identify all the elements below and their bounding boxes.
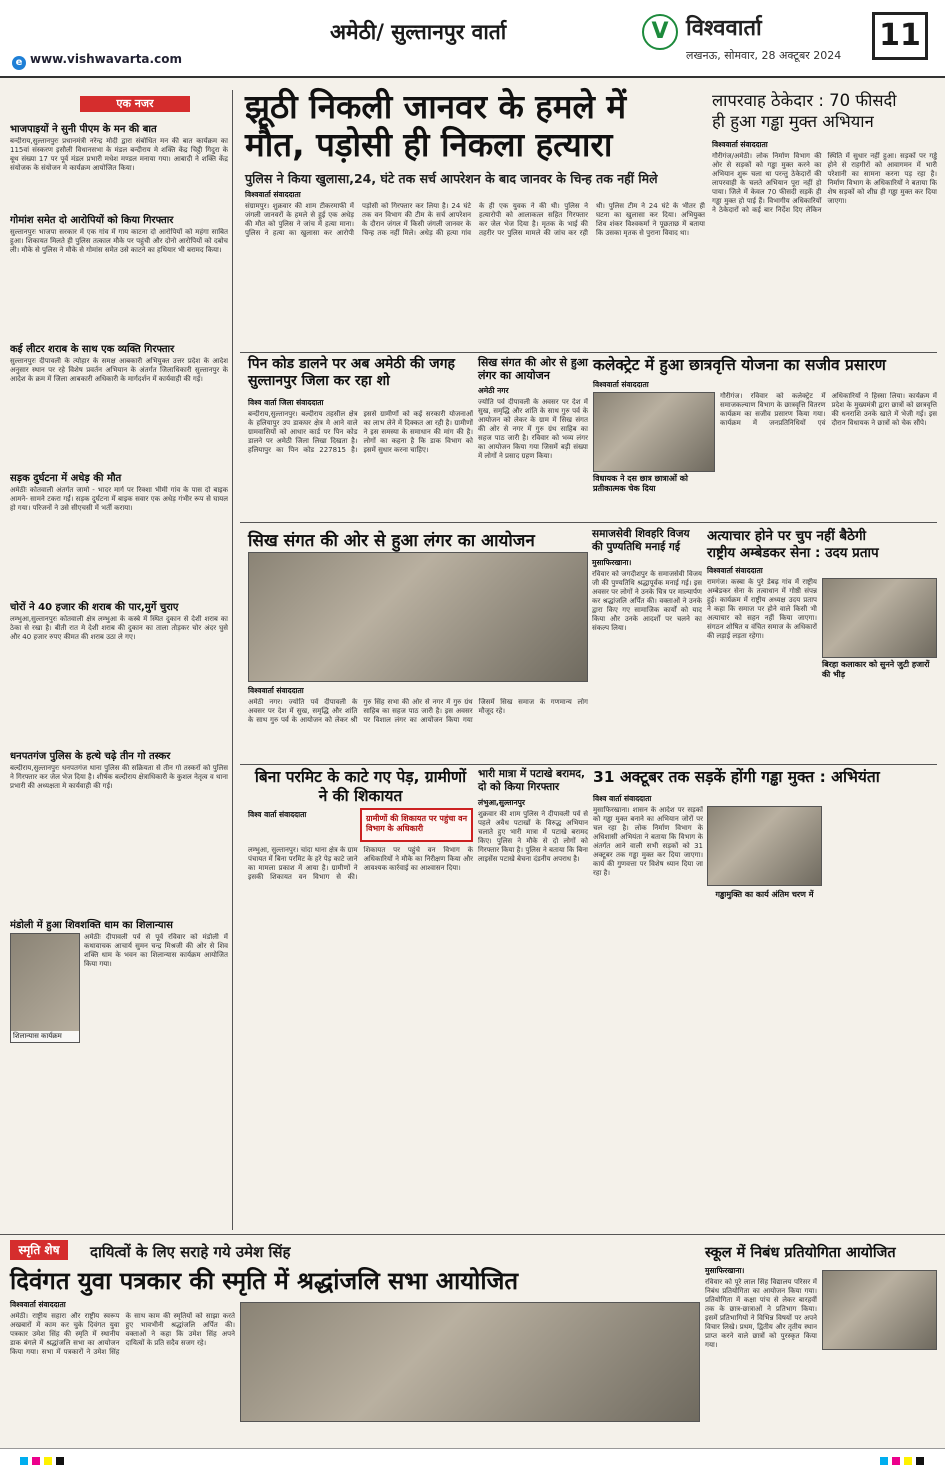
ek-nazar-column: [10, 118, 228, 1238]
browser-icon: e: [12, 56, 26, 70]
shraddhanjali-photo: [240, 1302, 700, 1422]
samajsevi-headline: समाजसेवी शिवहरि विजय की पुण्यतिथि मनाई गई: [592, 528, 690, 553]
lead-headline: झूठी निकली जानवर के हमले में मौत, पड़ोसी ही निकला हत्यारा: [245, 87, 627, 164]
sikh-small-body: ज्योति पर्व दीपावली के अवसर पर देश में सुख, समृद्धि और शांति के साथ गुरु पर्व के आयोजन को लेकर के ग्राम में सिख संगत की ओर से नगर में गुरु ग्रंथ साहिब का सहज पाठ जारी है। रविवार को भव्य लंगर का आयोजन किया गया जिसमें बड़ी संख्या में लोगों ने प्रसाद ग्रहण किया।: [478, 398, 588, 460]
atyachar-headline: अत्याचार होने पर चुप नहीं बैठेगी राष्ट्रीय अम्बेडकर सेना : उदय प्रताप: [707, 528, 879, 561]
samajsevi-body: रविवार को जगदीशपुर के समाजसेवी विजय जी की पुण्यतिथि श्रद्धापूर्वक मनाई गई। इस अवसर पर लोगों ने उनके चित्र पर माल्यार्पण कर श्रद्धांजलि अर्पित की। वक्ताओं ने उनके द्वारा किए गए सामाजिक कार्यों को याद किया और उनके आदर्शों पर चलने का संकल्प लिया।: [592, 570, 702, 632]
brief-item: कई लीटर शराब के साथ एक व्यक्ति गिरफ्तार सुल्तानपुरः दीपावली के त्योहार के समक्ष आबकारी अभियुक्त उत्तर प्रदेश के आदेश अनुसार स्थान पर रहे विशेष प्रवर्तन अभियान के अंतर्गत जिलाधिकारी सुल्तानपुर के आदेश के क्रम में जिला आबकारी अधिकारी के मार्गदर्शन में कार्यवाही की गई।: [10, 344, 228, 383]
pin-headline: पिन कोड डालने पर अब अमेठी की जगह सुल्तानपुर जिला कर रहा शो: [248, 356, 455, 389]
october-photo-caption: गड्ढामुक्ति का कार्य अंतिम चरण में: [715, 890, 814, 899]
october-photo: [707, 806, 822, 886]
brief-item: गोमांश समेत दो आरोपियों को किया गिरफ्तार सुल्तानपुरः भाजपा सरकार में एक गांव में गाय काटना दो आरोपियों को महंगा साबित हुआ। शिकायत मिलते ही पुलिस तत्काल मौके पर पहुंची और दोनो आरोपियों को दबोच ली। मौके से पुलिस ने मौके से गोमांस समेत उसे काटने का हथियार भी बरामद किया।: [10, 215, 228, 254]
langar-photo: [248, 552, 588, 682]
sikh-big-headline: सिख संगत की ओर से हुआ लंगर का आयोजन: [248, 531, 535, 551]
school-body: रविवार को पूरे लाल सिंह विद्यालय परिसर में निबंध प्रतियोगिता का आयोजन किया गया। प्रतियोगिता में कक्षा पांच से लेकर बारहवीं तक के छात्र-छात्राओं ने प्रतिभाग किया। इसमें प्रतिभागियों ने विभिन्न विषयों पर अपने विचार लिखे। प्रथम, द्वितीय और तृतीय स्थान प्राप्त करने वाले छात्रों को पुरस्कृत किया गया।: [705, 1278, 817, 1349]
collectorate-photo: [593, 392, 715, 472]
patakhe-body: शुक्रवार की शाम पुलिस ने दीपावली पर्व से पहले अवैध पटाखों के विरुद्ध अभियान चलाते हुए भारी मात्रा में पटाखे बरामद किए। पुलिस ने मौके से दो लोगों को गिरफ्तार किया है। पुलिस ने बताया कि बिना लाइसेंस पटाखे बेचना दंडनीय अपराध है।: [478, 810, 588, 863]
cyan-swatch: [880, 1457, 888, 1465]
black-swatch: [56, 1457, 64, 1465]
shilanyas-photo: शिलान्यास कार्यक्रम: [10, 933, 80, 1043]
atyachar-byline: विश्ववार्ता संवाददाता: [707, 566, 763, 575]
sikh-big-body: अमेठी नगर। ज्योति पर्व दीपावली के अवसर पर देश में सुख, समृद्धि और शांति के साथ गुरु पर्व के आयोजन को लेकर श्री गुरु सिंह सभा की ओर से नगर में गुरु ग्रंथ साहिब का सहज पाठ जारी है। इस अवसर पर विशाल लंगर का आयोजन किया गया जिसमें सिख समाज के गणमान्य लोग मौजूद रहे।: [248, 698, 588, 724]
patakhe-headline: भारी मात्रा में पटाखे बरामद, दो को किया गिरफ्तार: [478, 768, 585, 793]
birha-photo-caption: बिरहा कलाकार को सुनने जुटी हजारों की भीड़: [822, 660, 930, 679]
yellow-swatch: [44, 1457, 52, 1465]
brief-item: सड़क दुर्घटना में अधेड़ की मौत अमेठीः कोतवाली अंतर्गत जामो - भादर मार्ग पर रिक्शा भीमी गांव के पास दो बाइक आमने- सामने टकरा गईं। सड़क दुर्घटना में बाइक सवार एक अधेड़ गंभीर रूप से घायल हो गया। परिजनों ने उसे सीएचसी में भर्ती कराया।: [10, 473, 228, 512]
bina-permit-body: लम्भुआ, सुल्तानपुर। चांदा थाना क्षेत्र के ग्राम पंचायत में बिना परमिट के हरे पेड़ काटे जाने का मामला प्रकाश में आया है। ग्रामीणों ने इसकी शिकायत वन विभाग से की। शिकायत पर पहुंचे वन विभाग के अधिकारियों ने मौके का निरीक्षण किया और आवश्यक कार्रवाई का आश्वासन दिया।: [248, 846, 473, 881]
collectorate-byline: विश्ववार्ता संवाददाता: [593, 380, 649, 389]
bina-permit-byline: विश्व वार्ता संवाददाता: [248, 810, 307, 819]
divider: [240, 352, 937, 353]
smriti-headline: दिवंगत युवा पत्रकार की स्मृति में श्रद्धांजलि सभा आयोजित: [10, 1267, 519, 1295]
school-byline: मुसाफिरखाना।: [705, 1266, 745, 1275]
magenta-swatch: [32, 1457, 40, 1465]
brand-logo-icon: V: [642, 14, 678, 50]
smriti-byline: विश्ववार्ता संवाददाता: [10, 1300, 66, 1309]
collectorate-photo-caption: विधायक ने दस छात्र छात्राओं को प्रतीकात्मक चेक दिया: [593, 474, 688, 493]
column-divider: [232, 90, 233, 1230]
october-byline: विश्व वार्ता संवाददाता: [593, 794, 652, 803]
brief-item: मंडोली में हुआ शिवशक्ति धाम का शिलान्यास शिलान्यास कार्यक्रम अमेठीः दीपावली पर्व से पूर्व रविवार को मंडोली में कथावाचक आचार्य सुमन चन्द्र मिश्रजी की ओर से शिव शक्ति धाम के भवन का शिलान्यास कार्यक्रम आयोजित किया गया।: [10, 917, 228, 1043]
black-swatch: [916, 1457, 924, 1465]
brief-item: चोरों ने 40 हजार की शराब की पार,मुर्गे चुराए लम्भुआ,सुल्तानपुरः कोतवाली क्षेत्र लम्भुआ के कस्बे में स्थित दुकान से देशी शराब का ठेका से रखा है। बीती रात मे देशी शराब की दुकान का ताला तोड़कर चोर अंदर घुसे और 40 हजार रुपए कीमत की शराब उठा ले गए।: [10, 602, 228, 641]
masthead: [0, 0, 945, 78]
section-title: अमेठी/ सुल्तानपुर वार्ता: [330, 20, 507, 44]
sikh-small-byline: अमेठी नगर: [478, 386, 509, 395]
ek-nazar-tag: एक नजर: [80, 96, 190, 112]
brief-item: भाजपाइयों ने सुनी पीएम के मन की बात बन्दीराय,सुल्तानपुरः प्रधानमंत्री नरेन्द्र मोदी द्वारा संबोधित मन की बात कार्यक्रम का 115वां संस्करण इसौली विधानसभा के मंडल बन्दीराय मे शक्ति केंद्र चिट्ठी गिदुरा के बूथ संख्या 17 पर पूर्व मंडल प्रभारी मधेश मण्डल मनाया गया। आबादी ने शक्ति केंद्र संयोजक के संयोजन मे कार्यक्रम आयोजित किया।: [10, 124, 228, 172]
cyan-swatch: [20, 1457, 28, 1465]
atyachar-body: रामगंज। कस्बा के पुरे डेबढ़ गांव में राष्ट्रीय अम्बेडकर सेना के तत्वाधान में गोष्ठी संपन्न हुई। कार्यक्रम में राष्ट्रीय अध्यक्ष उदय प्रताप ने कहा कि समाज पर होने वाले किसी भी अत्याचार को सहन नहीं किया जाएगा। संगठन शोषित व वंचित समाज के अधिकारों की लड़ाई लड़ता रहेगा।: [707, 578, 817, 640]
bina-permit-headline: बिना परमिट के काटे गए पेड़, ग्रामीणों ने की शिकायत: [254, 768, 467, 805]
patakhe-byline: लंभुआ,सुल्तानपुर: [478, 798, 525, 807]
bina-permit-note-box: ग्रामीणों की शिकायत पर पहुंचा वन विभाग के अधिकारी: [360, 808, 473, 842]
collectorate-body: गौरीगंज। रविवार को कलेक्ट्रेट में समाजकल्याण विभाग के छात्रवृत्ति वितरण कार्यक्रम का सजीव प्रसारण किया गया। कार्यक्रम में जनप्रतिनिधियों एवं अधिकारियों ने हिस्सा लिया। कार्यक्रम में प्रदेश के मुख्यमंत्री द्वारा छात्रों को छात्रवृत्ति की धनराशि उनके खाते में भेजी गई। इस दौरान विधायक ने छात्रों को चेक सौंपे।: [720, 392, 937, 427]
divider: [240, 522, 937, 523]
divider: [240, 764, 937, 765]
smriti-body: अमेठी। राष्ट्रीय सहारा और राष्ट्रीय स्वरूप अखबारों में काम कर चुके दिवंगत युवा पत्रकार उमेश सिंह की स्मृति में स्थानीय डाक बंगले में श्रद्धांजलि सभा का आयोजन किया गया। सभा में पत्रकारों ने उमेश सिंह के साथ काम की स्मृतियों को साझा करते हुए भावभीनी श्रद्धांजलि अर्पित की। वक्ताओं ने कहा कि उमेश सिंह अपने दायित्वों के प्रति सदैव सजग रहे।: [10, 1312, 235, 1356]
smriti-tag: स्मृति शेष: [10, 1240, 68, 1260]
lead-byline: विश्ववार्ता संवाददाता: [245, 190, 301, 199]
collectorate-headline: कलेक्ट्रेट में हुआ छात्रवृत्ति योजना का सजीव प्रसारण: [593, 356, 886, 374]
issue-date: लखनऊ, सोमवार, 28 अक्टूबर 2024: [686, 49, 842, 62]
birha-photo: [822, 578, 937, 658]
october-headline: 31 अक्टूबर तक सड़कें होंगी गड्ढा मुक्त : अभियंता: [593, 768, 880, 786]
sikh-small-headline: सिख संगत की ओर से हुआ लंगर का आयोजन: [478, 356, 588, 382]
smriti-subhead: दायित्वों के लिए सराहे गये उमेश सिंह: [90, 1243, 291, 1261]
school-headline: स्कूल में निबंध प्रतियोगिता आयोजित: [705, 1245, 896, 1261]
ladarwah-headline: लापरवाह ठेकेदार : 70 फीसदी ही हुआ गड्ढा मुक्त अभियान: [712, 91, 897, 131]
print-registration-strip: [0, 1448, 945, 1473]
page-number: 11: [872, 12, 928, 60]
lead-subhead: पुलिस ने किया खुलासा,24, घंटे तक सर्च आपरेशन के बाद जानवर के चिन्ह तक नहीं मिले: [245, 171, 658, 186]
samajsevi-byline: मुसाफिरखाना।: [592, 558, 632, 567]
magenta-swatch: [892, 1457, 900, 1465]
ladarwah-body: गौरीगंज/अमेठी। लोक निर्माण विभाग की ओर से सड़कों को गड्ढा मुक्त करने का अभियान शुरू चला था परन्तु ठेकेदारों की लापरवाही के चलते अभियान पूरा नहीं हो पाया। जिले में केवल 70 फीसदी सड़कें ही गड्ढा मुक्त हो पाई हैं। विभागीय अधिकारियों ने ठेकेदारों को कई बार निर्देश दिए लेकिन स्थिति में सुधार नहीं हुआ। सड़कों पर गड्ढे होने से राहगीरों को आवागमन में भारी परेशानी का सामना करना पड़ रहा है। निर्माण विभाग के अधिकारियों ने बताया कि शेष सड़कों को शीघ्र ही गड्ढा मुक्त कर दिया जाएगा।: [712, 152, 937, 214]
ladarwah-byline: विश्ववार्ता संवाददाता: [712, 140, 768, 149]
school-photo: [822, 1270, 937, 1350]
brief-item: धनपतगंज पुलिस के हत्थे चढ़े तीन गो तस्कर बल्दीराय,सुल्तानपुरः धनपतगंज थाना पुलिस की सक्रियता से तीन गो तस्करों को पुलिस ने गिरफ्तार कर जेल भेज दिया है। शीर्षक बल्दीराय क्षेत्राधिकारी के कुशल नेतृत्व व थाना प्रभारी की अध्यक्षता मे कार्यवाही की गई।: [10, 751, 228, 790]
website-link[interactable]: e www.vishwavarta.com: [12, 52, 182, 70]
pin-byline: विश्व वार्ता जिला संवाददाता: [248, 398, 324, 407]
lead-body: संग्रामपुर। शुक्रवार की शाम टीकरमाफी में जंगली जानवरों के हमले से हुई एक अधेड़ की मौत को पुलिस ने जांच में हत्या माना। पुलिस ने हत्या का खुलासा कर आरोपी पड़ोसी को गिरफ्तार कर लिया है। 24 घंटे तक वन विभाग की टीम के सर्च आपरेशन के दौरान जंगल में किसी जंगली जानवर के चिन्ह तक नहीं मिले। अधेड़ की हत्या गांव के ही एक युवक ने की थी। पुलिस ने हत्यारोपी को आलाकत्ल सहित गिरफ्तार कर जेल भेज दिया है। मृतक के भाई की तहरीर पर पुलिस मामले की जांच कर रही थी। पुलिस टीम ने 24 घंटे के भीतर ही घटना का खुलासा कर दिया। अभियुक्त शिव शंकर विश्वकर्मा ने पूछताछ में बताया कि उसका मृतक से पुराना विवाद था।: [245, 202, 705, 237]
brand-name: विश्ववार्ता: [686, 16, 762, 41]
yellow-swatch: [904, 1457, 912, 1465]
pin-body: बन्दीराय,सुल्तानपुर। बल्दीराय तहसील क्षेत्र के हलियापुर उप डाकघर क्षेत्र मे आने वाले ग्रामवासियों को आधार कार्ड पर पिन कोड डालने पर अमेठी जिला लिखा दिखता है। हलियापुर का पिन कोड 227815 है। इससे ग्रामीणों को कई सरकारी योजनाओं का लाभ लेने में दिक्कत आ रही है। ग्रामीणों ने इस समस्या के समाधान की मांग की है। लोगों का कहना है कि डाक विभाग को इसमें सुधार करना चाहिए।: [248, 410, 473, 454]
october-body: मुसाफिरखाना। शासन के आदेश पर सड़कों को गड्ढा मुक्त बनाने का अभियान जोरों पर चल रहा है। लोक निर्माण विभाग के अधिशासी अभियंता ने बताया कि विभाग के अंतर्गत आने वाली सभी सड़कों को 31 अक्टूबर तक गड्ढा मुक्त कर दिया जाएगा। कार्य की गुणवत्ता पर विशेष ध्यान दिया जा रहा है।: [593, 806, 703, 877]
divider: [0, 1234, 945, 1235]
sikh-big-byline: विश्ववार्ता संवाददाता: [248, 686, 304, 695]
